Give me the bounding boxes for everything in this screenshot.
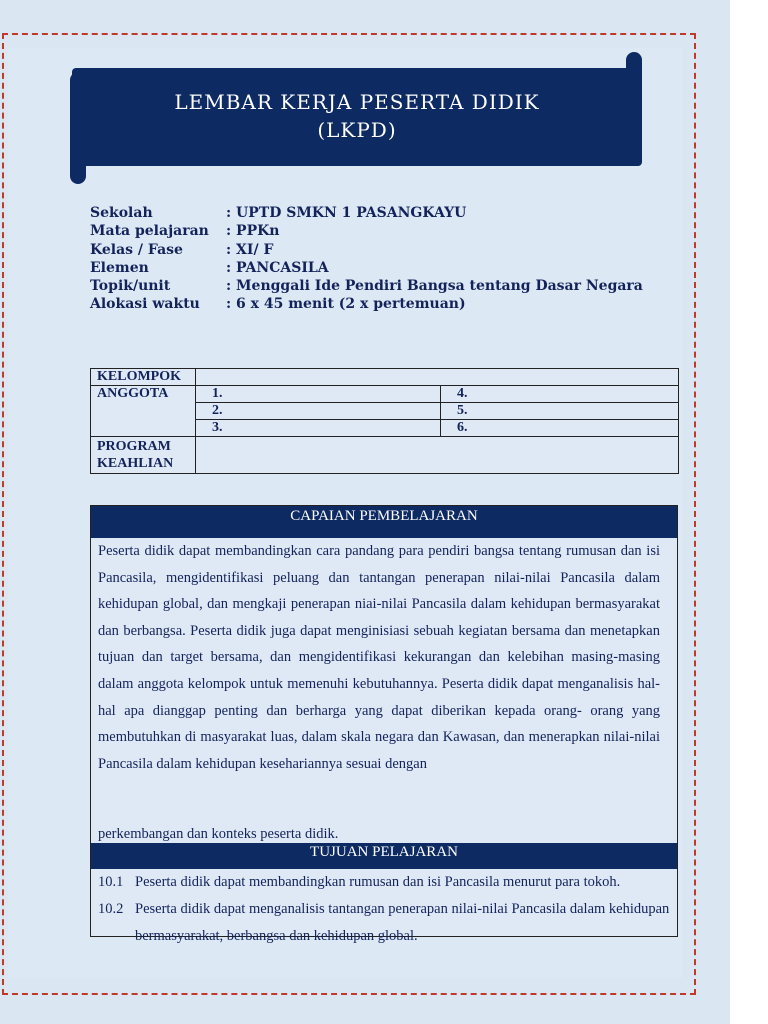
capaian-heading: CAPAIAN PEMBELAJARAN — [91, 506, 677, 538]
list-item — [91, 896, 677, 950]
info-value: : Menggali Ide Pendiri Bangsa tentang Dasar Negara — [226, 278, 643, 295]
member-field-5[interactable]: 5. — [441, 403, 679, 420]
objective-number: 10.1 — [98, 874, 124, 890]
page-title: LEMBAR KERJA PESERTA DIDIK — [174, 90, 540, 114]
capaian-text-tail: perkembangan dan konteks peserta didik. — [98, 826, 339, 842]
table-row — [91, 386, 679, 403]
capaian-text: Peserta didik dapat membandingkan cara pandang para pendiri bangsa tentang rumusan dan isi Pancasila, mengidentifikasi peluang dan tantangan penerapan nilai-nilai Pancasila dalam kehidupan global, dan mengkaji penerapan niai-nilai Pancasila dalam kehidupan bermasyarakat dan berbangsa. Peserta didik juga dapat menginisiasi sebuah kegiatan bersama dan menetapkan tujuan dan target bersama, dan mengidentifikasi kekurangan dan kelebihan masing-masing dalam anggota kelompok untuk memenuhi kebutuhannya. Peserta didik dapat menganalisis hal-hal apa dianggap penting dan berharga yang dapat diberikan kepada orang- orang yang membutuhkan di masyarakat luas, dalam skala negara dan Kawasan, dan menerapkan nilai-nilai Pancasila dalam kehidupan kesehariannya sesuai dengan — [98, 543, 660, 772]
member-field-6[interactable]: 6. — [441, 420, 679, 437]
table-row — [91, 369, 679, 386]
tujuan-heading: TUJUAN PELAJARAN — [91, 843, 677, 869]
list-item — [91, 869, 677, 896]
program-label-line-2: KEAHLIAN — [97, 456, 174, 471]
info-row-sekolah — [90, 204, 670, 222]
table-row — [91, 437, 679, 474]
learning-outcomes-box — [90, 505, 678, 944]
identity-block — [90, 204, 670, 314]
info-label: Mata pelajaran — [90, 223, 209, 240]
info-row-elemen — [90, 259, 670, 277]
info-value: : UPTD SMKN 1 PASANGKAYU — [226, 205, 467, 221]
info-label: Topik/unit — [90, 278, 171, 295]
objective-number: 10.2 — [98, 901, 124, 917]
info-value: : PANCASILA — [226, 259, 329, 276]
anggota-label: ANGGOTA — [91, 386, 196, 437]
group-table — [90, 368, 679, 474]
info-label: Sekolah — [90, 205, 153, 221]
info-row-mata-pelajaran — [90, 222, 670, 240]
kelompok-field[interactable] — [196, 369, 679, 386]
info-value: : XI/ F — [226, 241, 274, 258]
info-row-alokasi — [90, 295, 670, 313]
info-value: : PPKn — [226, 223, 280, 240]
info-row-kelas — [90, 241, 670, 259]
member-field-2[interactable]: 2. — [196, 403, 441, 420]
member-field-4[interactable]: 4. — [441, 386, 679, 403]
info-row-topik — [90, 277, 670, 295]
member-field-3[interactable]: 3. — [196, 420, 441, 437]
objective-text: Peserta didik dapat membandingkan rumusan dan isi Pancasila menurut para tokoh. — [135, 874, 621, 890]
program-keahlian-field[interactable] — [196, 437, 679, 474]
objective-text: Peserta didik dapat menganalisis tantangan penerapan nilai-nilai Pancasila dalam kehidupan bermasyarakat, berbangsa dan kehidupan global. — [135, 901, 670, 944]
info-label: Kelas / Fase — [90, 241, 183, 258]
info-label: Elemen — [90, 259, 149, 276]
member-field-1[interactable]: 1. — [196, 386, 441, 403]
page-subtitle: (LKPD) — [317, 118, 397, 142]
program-keahlian-label — [91, 437, 196, 474]
title-banner — [72, 68, 642, 166]
info-label: Alokasi waktu — [90, 296, 200, 313]
kelompok-label: KELOMPOK — [91, 369, 196, 386]
page-margin — [730, 0, 768, 1024]
info-value: : 6 x 45 menit (2 x pertemuan) — [226, 296, 466, 313]
program-label-line-1: PROGRAM — [97, 439, 171, 454]
